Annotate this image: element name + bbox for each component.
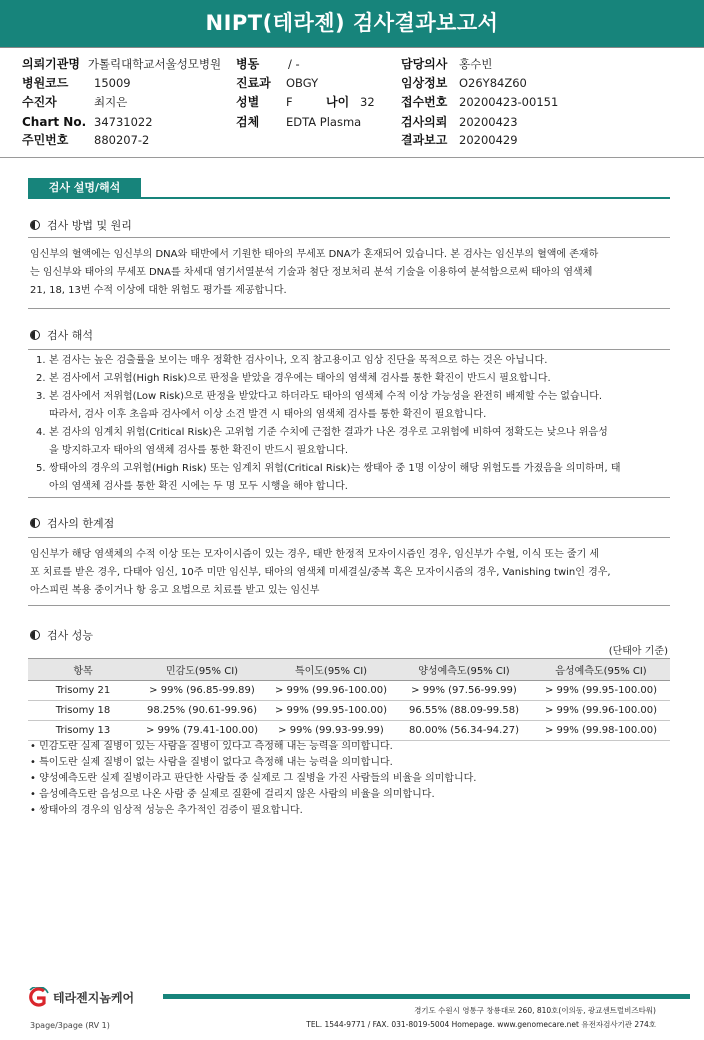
info-row: 검사의뢰 20200423 [401, 115, 518, 129]
table-row [28, 681, 670, 701]
report-title: NIPT(테라젠) 검사결과보고서 [0, 0, 704, 47]
table-cell: > 99% (99.96-100.00) [532, 701, 670, 721]
note-item: • 음성예측도란 음성으로 나온 사람 중 실제로 질환에 걸리지 않은 사람의 비율을 의미합니다. [30, 787, 476, 803]
note-item: • 양성예측도란 실제 질병이라고 판단한 사람들 중 실제로 그 질병을 가진 사람들의 비율을 의미합니다. [30, 771, 476, 787]
half-circle-icon [30, 630, 40, 640]
table-cell: > 99% (99.93-99.99) [266, 721, 396, 741]
table-cell: 96.55% (88.09-99.58) [396, 701, 532, 721]
note-item: • 민감도란 실제 질병이 있는 사람을 질병이 있다고 측정해 내는 능력을 의미합니다. [30, 739, 476, 755]
info-row: Chart No. 34731022 [22, 115, 153, 129]
table-cell: > 99% (97.56-99.99) [396, 681, 532, 701]
table-cell: 98.25% (90.61-99.96) [138, 701, 266, 721]
divider [28, 537, 670, 538]
info-row: 의뢰기관명 가톨릭대학교서울성모병원 [22, 57, 222, 71]
divider [28, 237, 670, 238]
divider [28, 349, 670, 350]
info-row: 진료과 OBGY [236, 76, 319, 90]
genome-logo-icon [24, 987, 50, 1007]
section-underline [28, 197, 670, 199]
list-item: 4. 본 검사의 임계치 위험(Critical Risk)은 고위험 기준 수치에 근접한 결과가 나온 경우로 고위험에 비하여 정확도는 낮으나 위음성 을 방지하고자 태아의 염색체 검사를 통한 확진이 반드시 필요합니다. [36, 427, 608, 456]
info-row: 수진자 최지은 [22, 95, 128, 109]
info-row: 접수번호 20200423-00151 [401, 95, 559, 109]
info-row: 병원코드 15009 [22, 76, 131, 90]
column-header: 민감도(95% CI) [138, 659, 266, 681]
interpretation-heading: 검사 해석 [30, 327, 93, 343]
table-cell: 80.00% (56.34-94.27) [396, 721, 532, 741]
note-item: • 쌍태아의 경우의 임상적 성능은 추가적인 검증이 필요합니다. [30, 803, 476, 819]
limitations-text: 임신부가 해당 염색체의 수적 이상 또는 모자이시즘이 있는 경우, 태반 한정적 모자이시즘인 경우, 임신부가 수혈, 이식 또는 줄기 세 포 치료를 받은 경우, 다태아 임신, 10주 미만 임신부, 태아의 염색체 미세결실/중복 혹은 모자이시즘의 경우, Vanishing twin인 경우, 아스피린 복용 중이거나 항 응고 요법으로 치료를 받고 있는 임신부 [30, 549, 611, 596]
method-heading: 검사 방법 및 원리 [30, 217, 132, 233]
note-item: • 특이도란 실제 질병이 없는 사람을 질병이 없다고 측정해 내는 능력을 의미합니다. [30, 755, 476, 771]
method-text: 임신부의 혈액에는 임신부의 DNA와 태반에서 기원한 태아의 무세포 DNA가 혼재되어 있습니다. 본 검사는 임신부의 혈액에 존재하 는 임신부와 태아의 무세포 DNA를 차세대 염기서열분석 기술과 첨단 정보처리 분석 기술을 이용하여 분석함으로써 태아의 염색체 21, 18, 13번 수적 이상에 대한 위험도 평가를 제공합니다. [30, 249, 599, 296]
table-row [28, 721, 670, 741]
table-unit-note: (단태아 기준) [608, 646, 668, 657]
title-divider [0, 47, 704, 48]
table-row [28, 701, 670, 721]
info-row: 임상정보 O26Y84Z60 [401, 76, 527, 90]
page-number: 3page/3page (RV 1) [30, 1021, 110, 1030]
table-cell: > 99% (99.96-100.00) [266, 681, 396, 701]
column-header: 양성예측도(95% CI) [396, 659, 532, 681]
interpretation-list [36, 352, 666, 496]
list-item: 3. 본 검사에서 저위험(Low Risk)으로 판정을 받았다고 하더라도 태아의 염색체 수적 이상 가능성을 완전히 배제할 수는 없습니다. 따라서, 검사 이후 초음파 검사에서 이상 소견 발견 시 태아의 염색체 검사를 통한 확진이 필요합니다. [36, 391, 603, 420]
info-row: 검체 EDTA Plasma [236, 115, 362, 129]
footer-divider [163, 994, 690, 999]
column-header: 음성예측도(95% CI) [532, 659, 670, 681]
table-cell: > 99% (99.95-100.00) [532, 681, 670, 701]
performance-notes [30, 739, 476, 819]
age-field: 나이 32 [326, 95, 375, 109]
info-row: 결과보고 20200429 [401, 133, 518, 147]
table-cell: Trisomy 21 [28, 681, 138, 701]
list-item: 2. 본 검사에서 고위험(High Risk)으로 판정을 받았을 경우에는 태아의 염색체 검사를 통한 확진이 반드시 필요합니다. [36, 373, 551, 384]
table-cell: Trisomy 18 [28, 701, 138, 721]
info-row: 성별 F [236, 95, 293, 109]
divider [28, 497, 670, 498]
table-cell: > 99% (99.95-100.00) [266, 701, 396, 721]
info-row: 주민번호 880207-2 [22, 133, 150, 147]
table-cell: > 99% (99.98-100.00) [532, 721, 670, 741]
company-logo: 테라젠지놈케어 [24, 987, 134, 1007]
table-header-row [28, 659, 670, 681]
list-item: 5. 쌍태아의 경우의 고위험(High Risk) 또는 임계치 위험(Critical Risk)는 쌍태아 중 1명 이상이 해당 위험도를 가졌음을 의미하며, 태 아의 염색체 검사를 통한 확진 시에는 두 명 모두 시행을 해야 합니다. [36, 463, 621, 492]
section-tab: 검사 설명/해석 [28, 178, 141, 197]
column-header: 특이도(95% CI) [266, 659, 396, 681]
info-row: 병동 / - [236, 57, 300, 71]
half-circle-icon [30, 220, 40, 230]
performance-table [28, 658, 670, 741]
list-item: 1. 본 검사는 높은 검출률을 보이는 매우 정확한 검사이나, 오직 참고용이고 임상 진단을 목적으로 하는 것은 아닙니다. [36, 355, 548, 366]
company-address: 경기도 수원시 영통구 창룡대로 260, 810호(이의동, 광교센트럴비즈타워) [414, 1006, 656, 1015]
table-cell: > 99% (79.41-100.00) [138, 721, 266, 741]
table-cell: Trisomy 13 [28, 721, 138, 741]
column-header: 항목 [28, 659, 138, 681]
half-circle-icon [30, 330, 40, 340]
divider [28, 308, 670, 309]
table-cell: > 99% (96.85-99.89) [138, 681, 266, 701]
half-circle-icon [30, 518, 40, 528]
divider [28, 605, 670, 606]
header-divider [0, 157, 704, 158]
info-row: 담당의사 홍수빈 [401, 57, 493, 71]
company-contact: TEL. 1544-9771 / FAX. 031-8019-5004 Homepage. www.genomecare.net 유전자검사기관 274호 [306, 1020, 656, 1029]
limitations-heading: 검사의 한계점 [30, 515, 114, 531]
performance-heading: 검사 성능 [30, 627, 93, 643]
